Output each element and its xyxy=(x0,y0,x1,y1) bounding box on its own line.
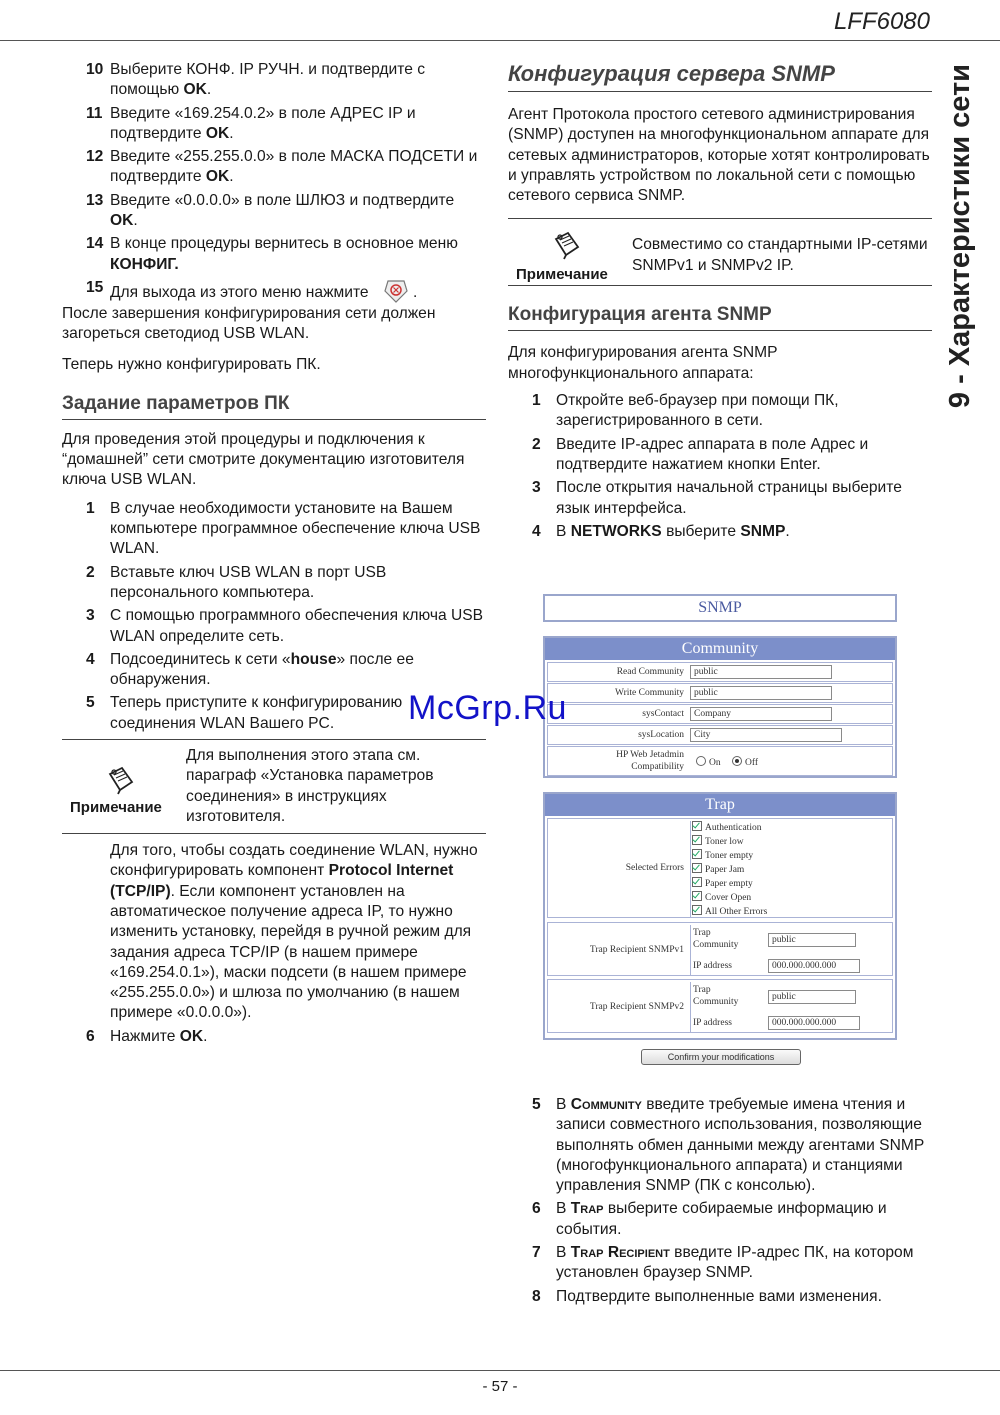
trap-header: Trap xyxy=(545,794,895,816)
ip-address-label: IP address xyxy=(693,1018,732,1028)
pc-step-1: 1 В случае необходимости установите на Вашем компьютере программное обеспечение ключа USB WLAN. xyxy=(86,499,481,558)
note-pad-icon xyxy=(104,764,134,794)
note-box-right xyxy=(508,218,932,285)
trap-v2-label: Trap Recipient SNMPv2 xyxy=(589,1002,684,1012)
community-header: Community xyxy=(545,638,895,660)
ip-address-label: IP address xyxy=(693,961,732,971)
note-label: Примечание xyxy=(70,799,162,817)
step-10: 10 Выберите КОНФ. IP РУЧН. и подтвердите с помощью OK. xyxy=(86,61,426,99)
radio-on[interactable]: On xyxy=(696,756,721,769)
right-lower-steps xyxy=(508,1095,932,1310)
checkbox-checked-icon xyxy=(692,821,702,831)
errors-list xyxy=(692,821,767,919)
footer-rule xyxy=(0,1370,1000,1371)
error-toner-empty[interactable]: Toner empty xyxy=(692,849,767,863)
divider xyxy=(690,821,691,917)
divider xyxy=(690,925,691,975)
radio-off[interactable]: Off xyxy=(732,756,758,769)
checkbox-checked-icon xyxy=(692,863,702,873)
checkbox-checked-icon xyxy=(692,835,702,845)
section-pc-title: Задание параметров ПК xyxy=(62,392,290,414)
agent-intro: Для конфигурирования агента SNMP многофункционального аппарата: xyxy=(508,344,778,382)
snmp-title: Конфигурация сервера SNMP xyxy=(508,61,835,86)
note-label: Примечание xyxy=(516,266,608,284)
selected-errors-label: Selected Errors xyxy=(625,863,684,873)
step-6: 6 Нажмите OK. xyxy=(86,1027,208,1045)
step-13: 13 Введите «0.0.0.0» в поле ШЛЮЗ и подтвердите OK. xyxy=(86,191,455,230)
now-pc-text: Теперь нужно конфигурировать ПК. xyxy=(62,355,321,373)
trap-v1-community-input[interactable]: public xyxy=(768,933,856,947)
syslocation-input[interactable]: City xyxy=(690,728,842,742)
step-14: 14 В конце процедуры вернитесь в основное меню КОНФИГ. xyxy=(86,235,458,273)
section-rule xyxy=(62,419,486,420)
checkbox-checked-icon xyxy=(692,849,702,859)
note-text: Для выполнения этого этапа см. параграф «Установка параметров соединения» в инструкциях изготовителя. xyxy=(186,747,434,825)
step-12: 12 Введите «255.255.0.0» в поле МАСКА ПОДСЕТИ и подтвердите OK. xyxy=(86,148,478,186)
error-paper-empty[interactable]: Paper empty xyxy=(692,877,767,891)
step-11: 11 Введите «169.254.0.2» в поле АДРЕС IP и подтвердите OK. xyxy=(86,104,416,142)
pc-step-4: 4 Подсоединитесь к сети «house» после ее обнаружения. xyxy=(86,650,414,689)
radio-off-icon xyxy=(732,756,742,766)
after-config-text: После завершения конфигурирования сети должен загореться светодиод USB WLAN. xyxy=(62,304,436,343)
syscontact-label: sysContact xyxy=(642,709,684,719)
divider xyxy=(690,982,691,1032)
agent-step-3: 3 После открытия начальной страницы выберите язык интерфейса. xyxy=(532,479,902,517)
hp-jetadmin-label: HP Web Jetadmin Compatibility xyxy=(616,750,684,772)
watermark: McGrp.Ru xyxy=(408,689,567,727)
section-pc-intro: Для проведения этой процедуры и подключения к “домашней” сети смотрите документацию изготовителя ключа USB WLAN. xyxy=(62,430,465,489)
title-rule xyxy=(508,91,932,92)
agent-step-4: 4 В NETWORKS выберите SNMP. xyxy=(532,522,790,540)
error-paper-jam[interactable]: Paper Jam xyxy=(692,863,767,877)
snmp-web-form xyxy=(543,594,897,1070)
error-toner-low[interactable]: Toner low xyxy=(692,835,767,849)
wlan-paragraph: Для того, чтобы создать соединение WLAN, нужно сконфигурировать компонент Protocol Internet (TCP/IP). Если компонент установлен на автоматическое получение адреса IP, то нужно изменить установку, перейдя в ручной режим для задания адреса TCP/IP (в нашем примере «169.254.0.1»), маски подсети (в нашем примере «255.255.0.0») и шлюза по умолчанию (в нашем примере «0.0.0.0»). xyxy=(110,842,478,1022)
agent-step-1: 1 Откройте веб-браузер при помощи ПК, зарегистрированного в сети. xyxy=(532,392,839,430)
stop-button-icon xyxy=(383,278,409,304)
agent-step-2: 2 Введите IP-адрес аппарата в поле Адрес и подтвердите нажатием кнопки Enter. xyxy=(532,435,869,473)
write-community-row xyxy=(547,683,893,703)
pc-step-5: 5 Теперь приступите к конфигурированию соединения WLAN Вашего PC. xyxy=(86,694,403,732)
selected-errors-row xyxy=(547,818,893,918)
trap-community-label: Trap Community xyxy=(693,985,739,1007)
agent-step-7: 7 В Trap Recipient введите IP-адрес ПК, на котором установлен браузер SNMP. xyxy=(532,1244,914,1282)
chapter-title: 9 - Характеристики сети xyxy=(944,64,976,409)
trap-v2-ip-input[interactable]: 000.000.000.000 xyxy=(768,1016,860,1030)
pc-step-2: 2 Вставьте ключ USB WLAN в порт USB персонального компьютера. xyxy=(86,563,387,601)
trap-v2-row xyxy=(547,979,893,1033)
error-cover-open[interactable]: Cover Open xyxy=(692,891,767,905)
step-15: 15 Для выхода из этого меню нажмите . xyxy=(62,278,486,304)
read-community-input[interactable]: public xyxy=(690,665,832,679)
write-community-label: Write Community xyxy=(614,688,684,698)
syscontact-input[interactable]: Company xyxy=(690,707,832,721)
agent-steps xyxy=(508,391,932,542)
pc-step-3: 3 С помощью программного обеспечения ключа USB WLAN определите сеть. xyxy=(86,607,484,645)
trap-v1-ip-input[interactable]: 000.000.000.000 xyxy=(768,959,860,973)
community-panel xyxy=(543,636,897,778)
agent-step-6: 6 В Trap выберите собираемые информацию и события. xyxy=(532,1200,887,1238)
trap-v1-label: Trap Recipient SNMPv1 xyxy=(589,945,684,955)
error-all-other[interactable]: All Other Errors xyxy=(692,905,767,919)
right-column xyxy=(508,60,932,545)
note-text: Совместимо со стандартными IP-сетями SNMPv1 и SNMPv2 IP. xyxy=(632,236,928,274)
chapter-tab xyxy=(938,64,982,444)
document-model: LFF6080 xyxy=(833,8,930,35)
error-authentication[interactable]: Authentication xyxy=(692,821,767,835)
checkbox-checked-icon xyxy=(692,891,702,901)
agent-step-8: 8 Подтвердите выполненные вами изменения. xyxy=(532,1287,882,1305)
agent-rule xyxy=(508,330,932,331)
snmp-title-box xyxy=(543,594,897,622)
write-community-input[interactable]: public xyxy=(690,686,832,700)
left-column xyxy=(62,60,486,1050)
checkbox-checked-icon xyxy=(692,905,702,915)
page-number: - 57 - xyxy=(482,1378,518,1395)
confirm-button[interactable]: Confirm your modifications xyxy=(641,1049,801,1065)
trap-community-label: Trap Community xyxy=(693,928,739,950)
snmp-intro: Агент Протокола простого сетевого администрирования (SNMP) доступен на многофункциональном аппарате для сетевых администраторов, которые хотят контролировать и управлять устройством по локальной сети с помощью сетевого сервиса SNMP. xyxy=(508,106,930,205)
syslocation-row xyxy=(547,725,893,745)
agent-step-5: 5 В Community введите требуемые имена чтения и записи совместного использования, позволяющие выполнять обмен данными между агентами SNMP (многофункционального аппарата) и станциями управления SNMP (ПК с консолью). xyxy=(532,1096,924,1195)
header-rule xyxy=(0,40,1000,41)
snmp-form-title: SNMP xyxy=(698,599,742,616)
hp-jetadmin-row xyxy=(547,746,893,776)
trap-panel xyxy=(543,792,897,1040)
agent-title: Конфигурация агента SNMP xyxy=(508,304,772,326)
read-community-row xyxy=(547,662,893,682)
note-box-left xyxy=(62,739,486,834)
note-pad-icon xyxy=(550,229,580,259)
syscontact-row xyxy=(547,704,893,724)
read-community-label: Read Community xyxy=(616,667,684,677)
trap-v1-row xyxy=(547,922,893,976)
trap-v2-community-input[interactable]: public xyxy=(768,990,856,1004)
syslocation-label: sysLocation xyxy=(638,730,684,740)
checkbox-checked-icon xyxy=(692,877,702,887)
radio-on-icon xyxy=(696,756,706,766)
